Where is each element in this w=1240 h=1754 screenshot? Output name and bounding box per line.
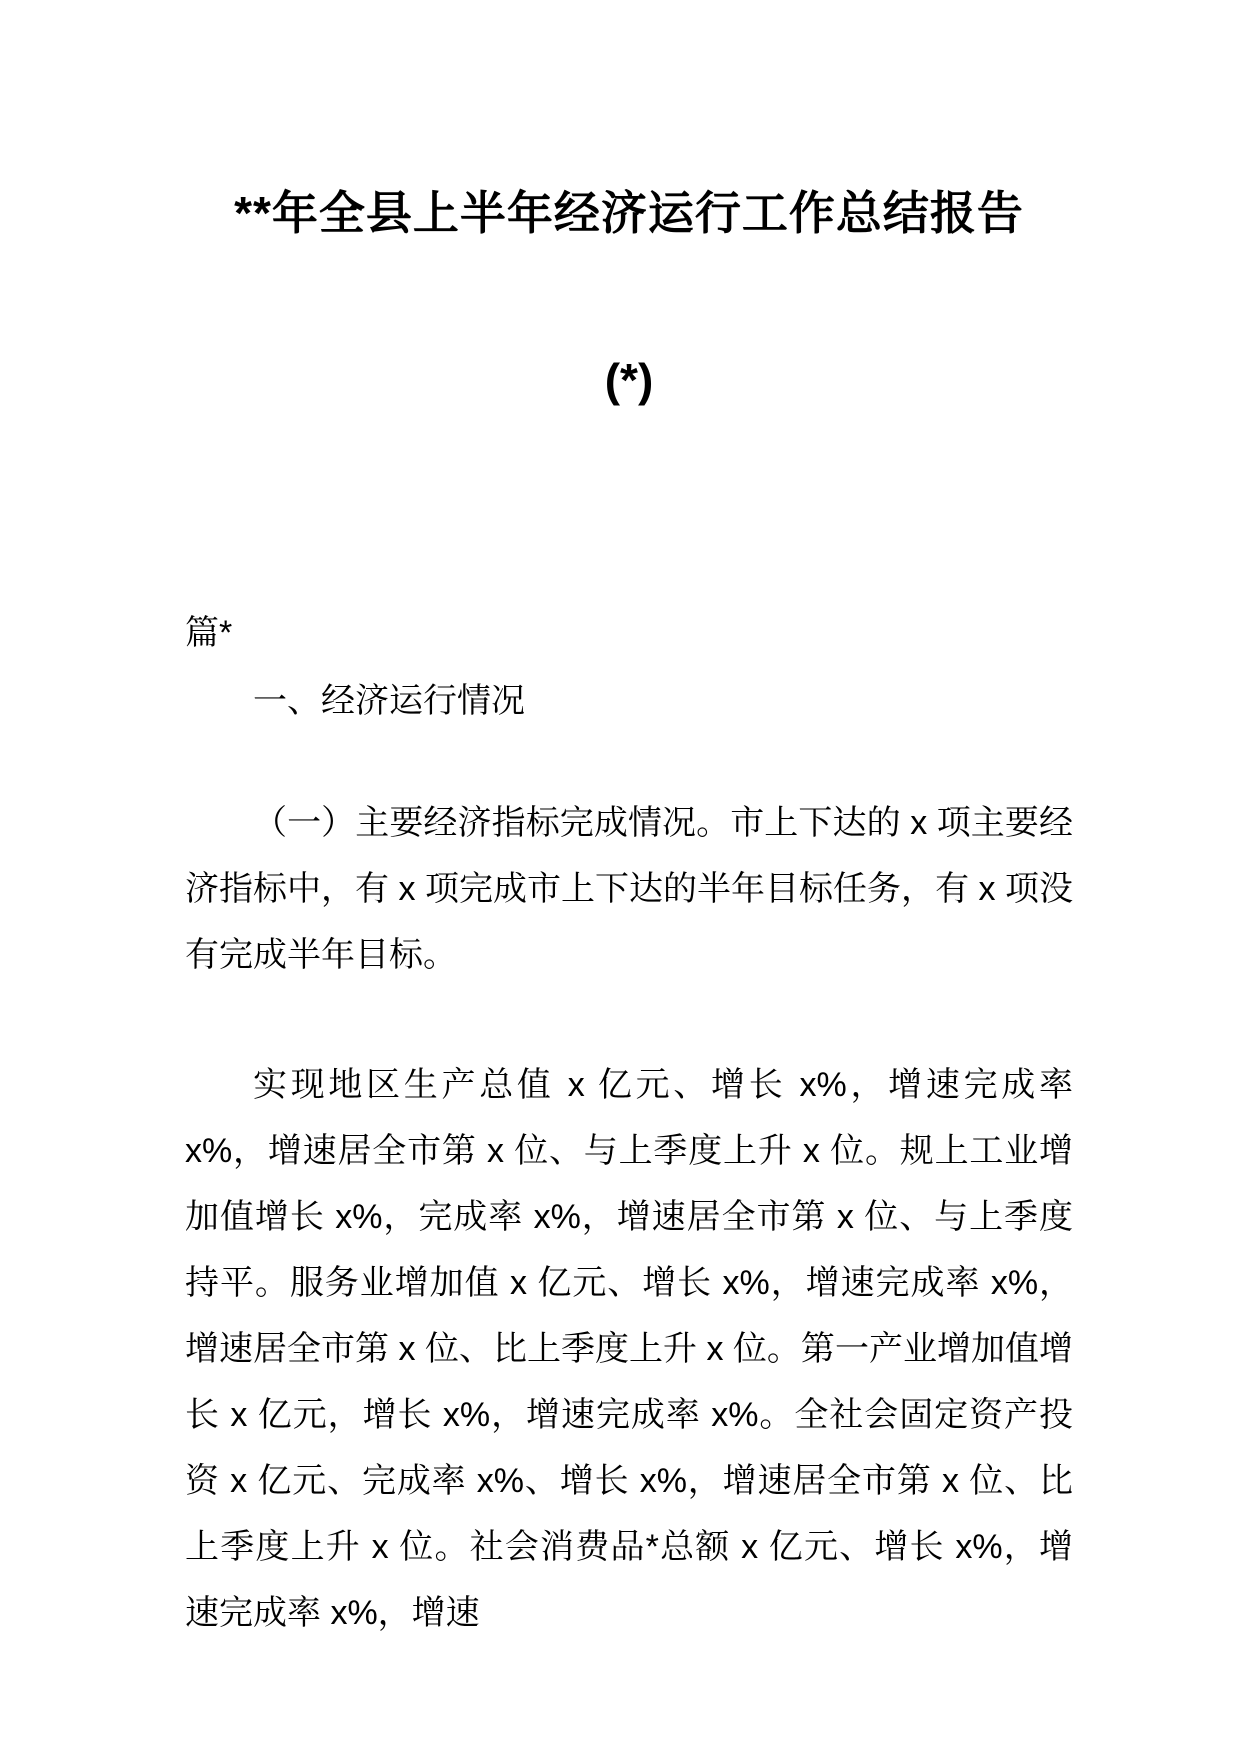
document-subtitle: (*): [604, 354, 654, 406]
document-content: [185, 0, 1073, 1646]
document-title: **年全县上半年经济运行工作总结报告: [234, 187, 1024, 239]
paragraph-main-indicators: （一）主要经济指标完成情况。市上下达的 x 项主要经济指标中，有 x 项完成市上下达的半年目标任务，有 x 项没有完成半年目标。: [185, 804, 1073, 974]
paragraph-economic-details: 实现地区生产总值 x 亿元、增长 x%，增速完成率 x%，增速居全市第 x 位、与上季度上升 x 位。规上工业增加值增长 x%，完成率 x%，增速居全市第 x 位、与上季度持平。服务业增加值 x 亿元、增长 x%，增速完成率 x%，增速居全市第 x 位、比上季度上升 x 位。第一产业增加值增长 x 亿元，增长 x%，增速完成率 x%。全社会固定资产投资 x 亿元、完成率 x%、增长 x%，增速居全市第 x 位、比上季度上升 x 位。社会消费品*总额 x 亿元、增长 x%，增速完成率 x%，增速: [185, 1066, 1073, 1632]
section-label: 篇*: [185, 614, 233, 652]
heading-economic-operation: 一、经济运行情况: [253, 682, 525, 720]
